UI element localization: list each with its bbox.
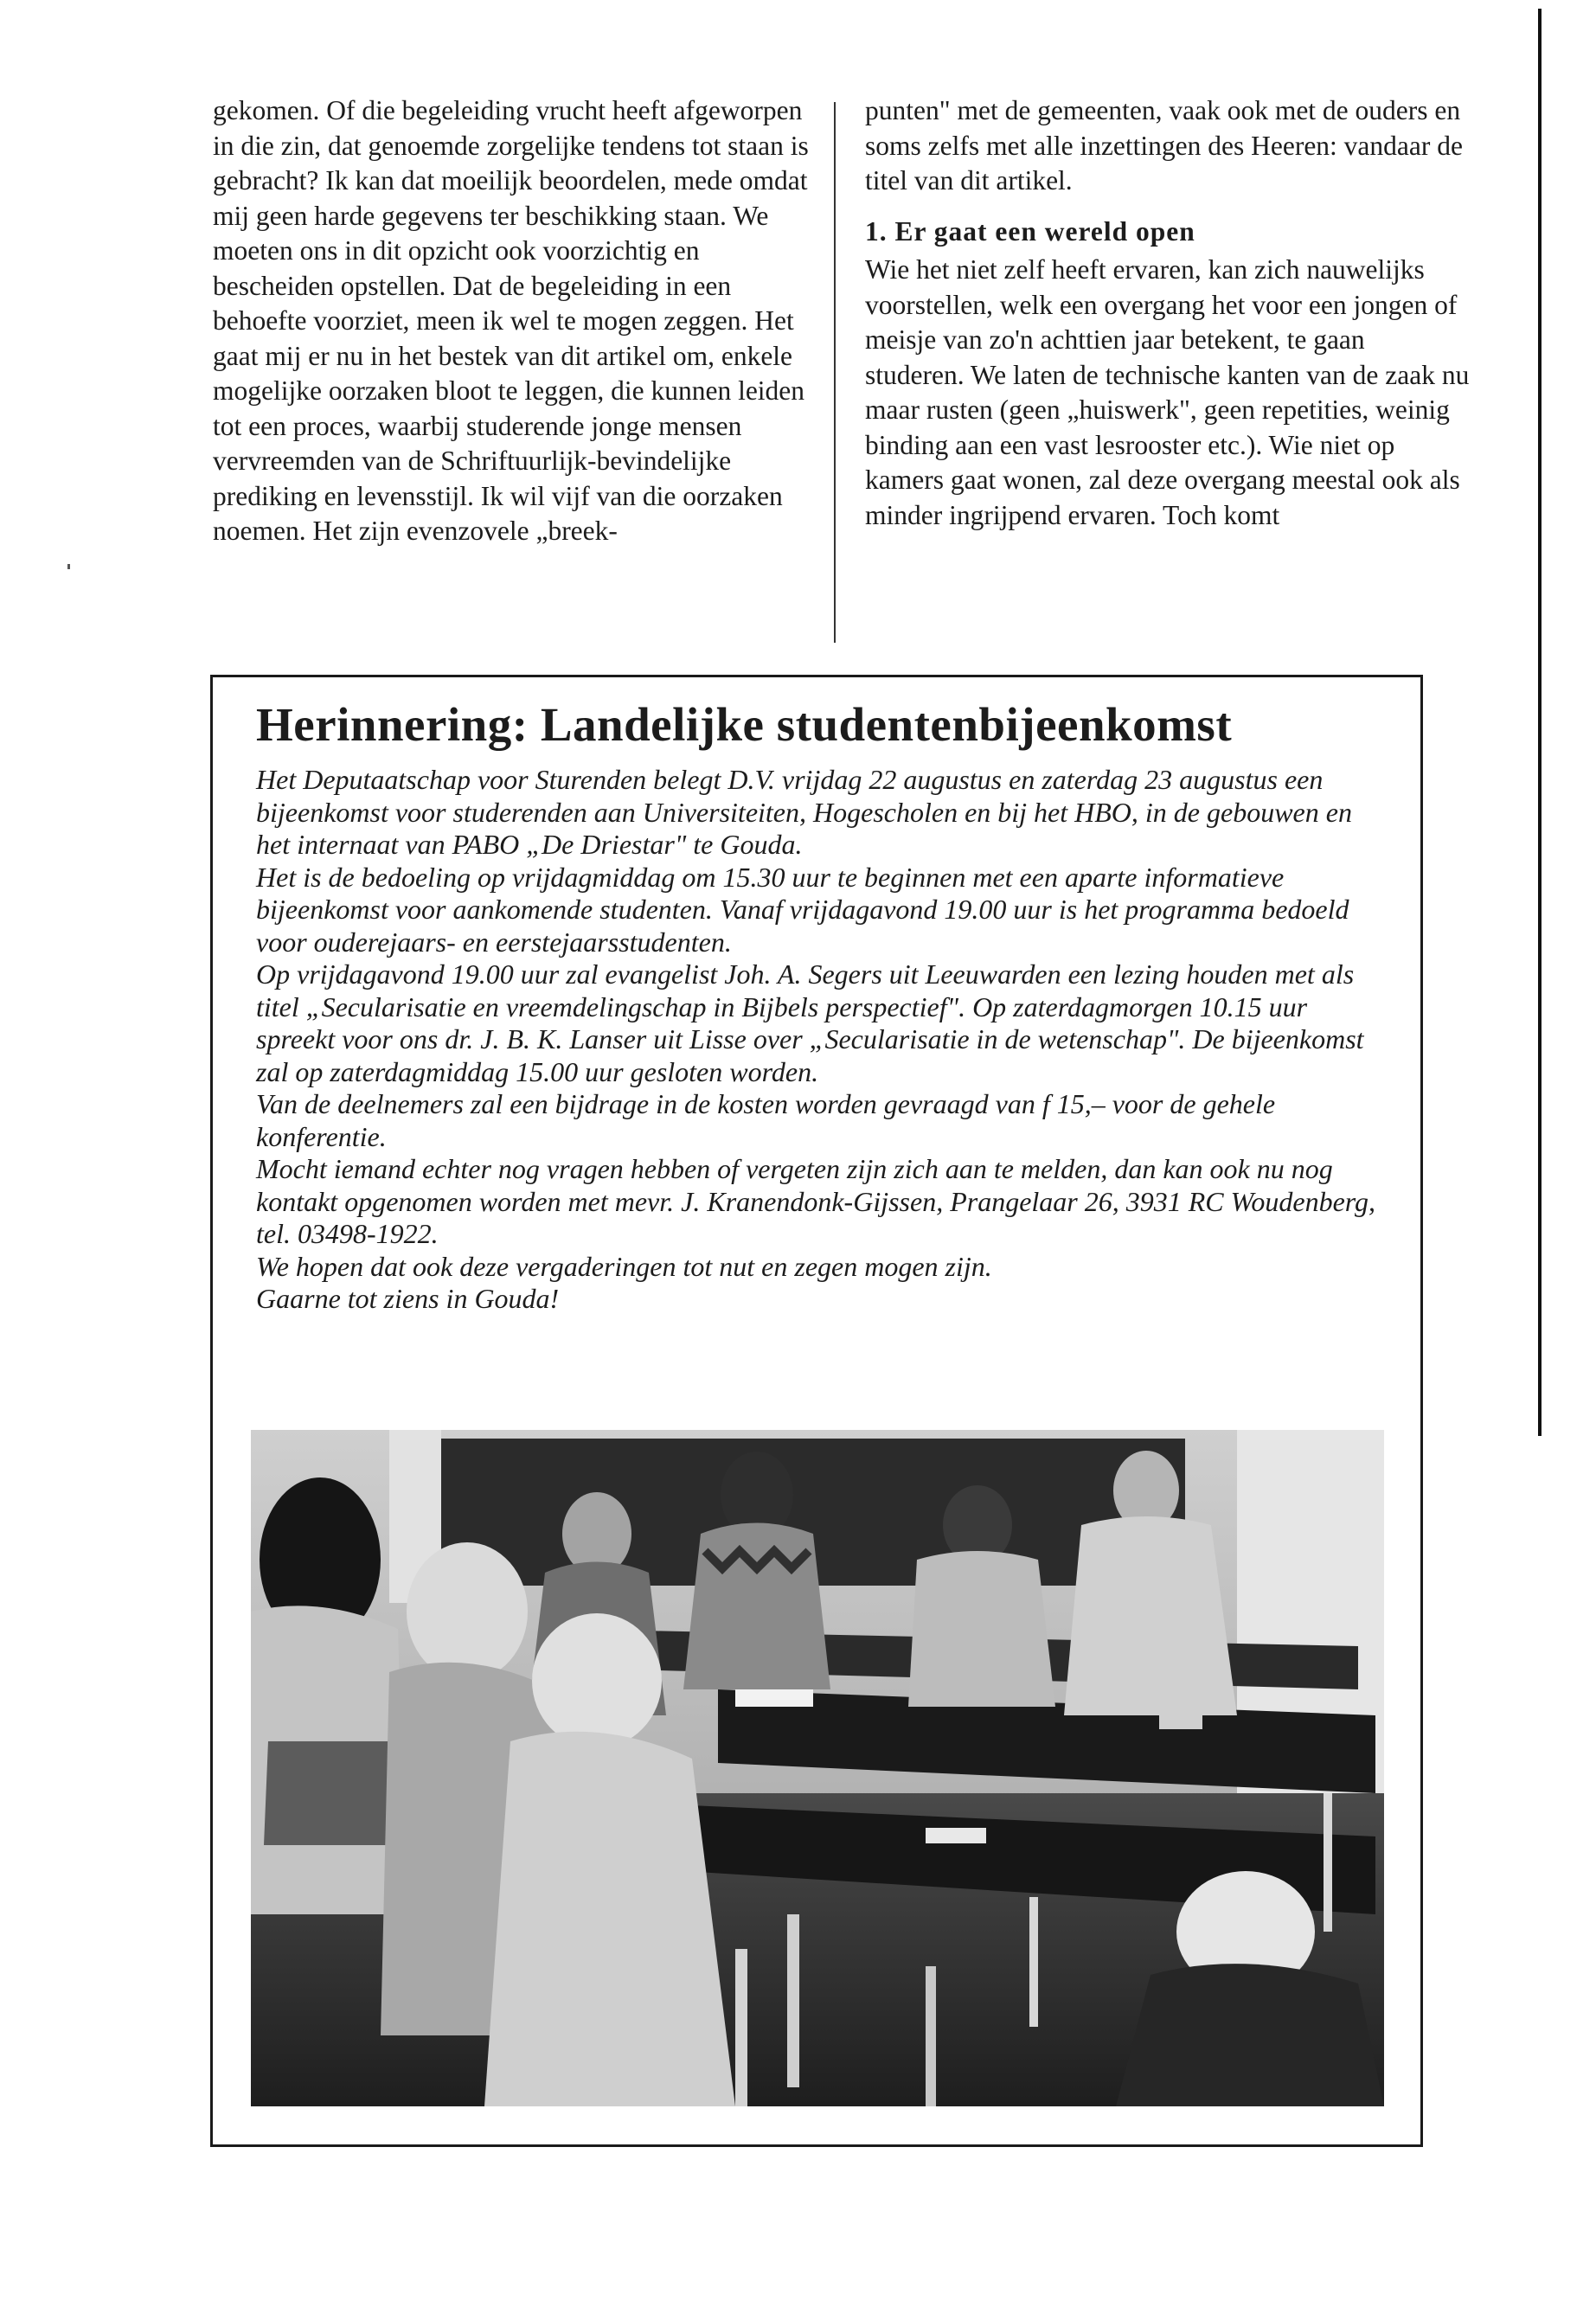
article-left-text: gekomen. Of die begeleiding vrucht heeft afgeworpen in die zin, dat genoemde zorgelijke tendens tot staan is gebracht? Ik kan dat moeilijk beoordelen, mede omdat mij geen harde gegevens ter beschikking staan. We moeten ons in dit opzicht ook voorzichtig en bescheiden opstellen. Dat de begeleiding in een behoefte voorziet, meen ik wel te mogen zeggen. Het gaat mij er nu in het bestek van dit artikel om, enkele mogelijke oorzaken bloot te leggen, die kunnen leiden tot een proces, waarbij studerende jonge mensen vervreemden van de Schriftuurlijk-bevindelijke prediking en levensstijl. Ik wil vijf van die oorzaken noemen. Het zijn evenzovele „breek- bbox=[213, 95, 809, 546]
announcement-paragraph: Van de deelnemers zal een bijdrage in de kosten worden gevraagd van f 15,– voor de gehele konferentie. bbox=[256, 1088, 1276, 1152]
article-left-column bbox=[213, 93, 818, 549]
article-right-column bbox=[865, 93, 1471, 533]
announcement-paragraph: We hopen dat ook deze vergaderingen tot nut en zegen mogen zijn. bbox=[256, 1250, 992, 1282]
section-text: Wie het niet zelf heeft ervaren, kan zich nauwelijks voorstellen, welk een overgang het voor een jongen of meisje van zo'n achttien jaar betekent, te gaan studeren. We laten de technische kanten van de zaak nu maar rusten (geen „huiswerk", geen repetities, weinig binding aan een vast lesrooster etc.). Wie niet op kamers gaat wonen, zal deze overgang meestal ook als minder ingrijpend ervaren. Toch komt bbox=[865, 254, 1470, 530]
announcement-title: Herinnering: Landelijke studentenbijeenkomst bbox=[256, 698, 1233, 751]
article-right-intro: punten" met de gemeenten, vaak ook met de ouders en soms zelfs met alle inzettingen des Heeren: vandaar de titel van dit artikel. bbox=[865, 95, 1463, 195]
column-divider bbox=[834, 102, 836, 643]
section-heading: 1. Er gaat een wereld open bbox=[865, 215, 1195, 247]
announcement-paragraph: Het is de bedoeling op vrijdagmiddag om 15.30 uur te beginnen met een aparte informatieve bijeenkomst voor aankomende studenten. Vanaf vrijdagavond 19.00 uur is het programma bedoeld voor ouderejaars- en eerstejaarsstudenten. bbox=[256, 861, 1349, 958]
announcement-paragraph: Mocht iemand echter nog vragen hebben of vergeten zijn zich aan te melden, dan kan ook nu nog kontakt opgenomen worden met mevr. J. Kranendonk-Gijssen, Prangelaar 26, 3931 RC Woudenberg, tel. 03498-1922. bbox=[256, 1153, 1376, 1249]
announcement-box bbox=[210, 675, 1423, 2147]
meeting-photo bbox=[251, 1430, 1384, 2106]
scan-speck bbox=[67, 564, 70, 569]
announcement-body bbox=[256, 764, 1389, 1316]
announcement-paragraph: Gaarne tot ziens in Gouda! bbox=[256, 1283, 560, 1314]
announcement-paragraph: Het Deputaatschap voor Sturenden belegt D.V. vrijdag 22 augustus en zaterdag 23 augustus een bijeenkomst voor studerenden aan Universiteiten, Hogescholen en bij het HBO, in de gebouwen en het internaat van PABO „De Driestar" te Gouda. bbox=[256, 764, 1352, 860]
page-edge-rule bbox=[1538, 9, 1542, 1436]
announcement-paragraph: Op vrijdagavond 19.00 uur zal evangelist Joh. A. Segers uit Leeuwarden een lezing houden met als titel „Secularisatie en vreemdelingschap in Bijbels perspectief". Op zaterdagmorgen 10.15 uur spreekt voor ons dr. J. B. K. Lanser uit Lisse over „Secularisatie in de wetenschap". De bijeenkomst zal op zaterdagmiddag 15.00 uur gesloten worden. bbox=[256, 958, 1364, 1087]
